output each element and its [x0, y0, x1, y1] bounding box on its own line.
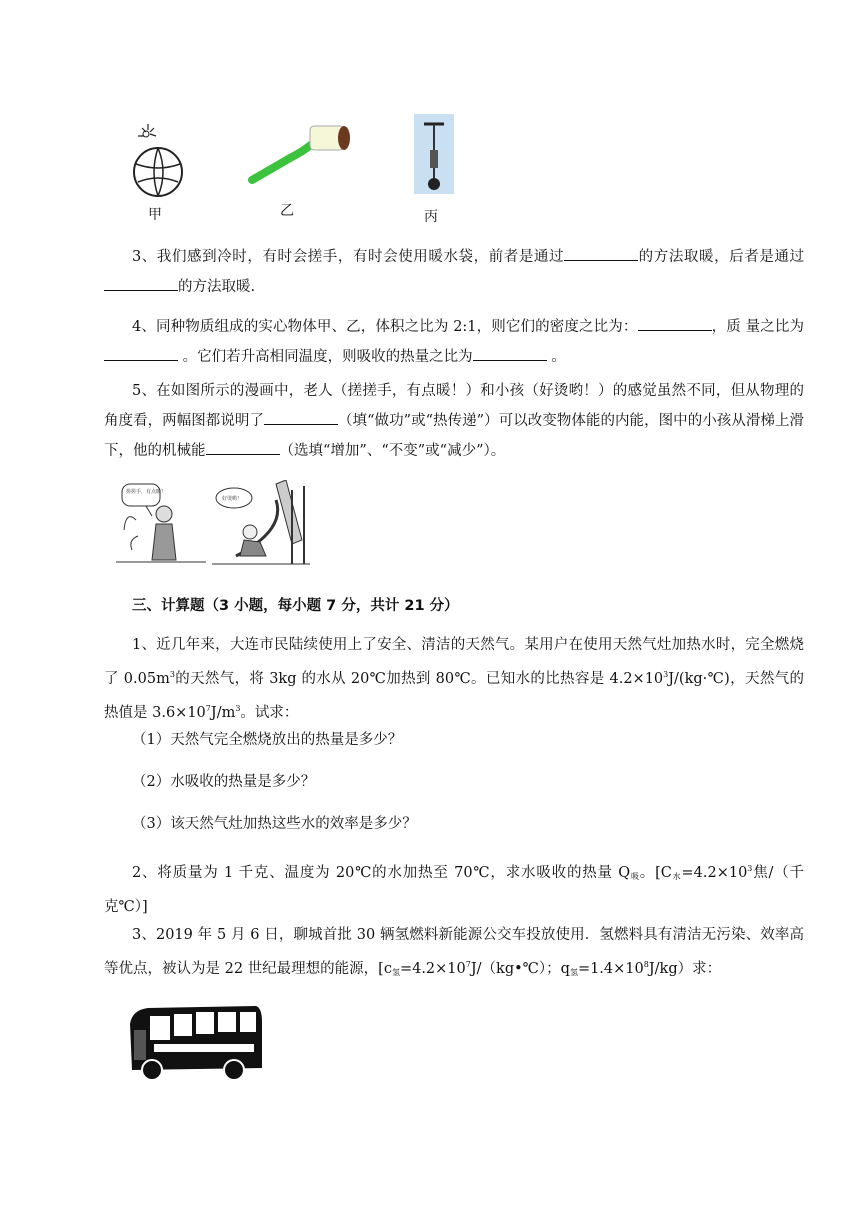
answer-blank[interactable] [473, 346, 547, 361]
question-5: 5、在如图所示的漫画中，老人（搓搓手，有点暖！）和小孩（好烫哟！）的感觉虽然不同，但从物理的角度看，两幅图都说明了 （填“做功”或“热传递”）可以改变物体能的内能，图中的小孩从滑梯上滑下，他的机械能 （选填“增加”、“不变”或“减少”）。 [104, 383, 804, 459]
figure-pump [414, 114, 454, 194]
question-3: 3、我们感到冷时，有时会搓手，有时会使用暖水袋，前者是通过 的方法取暖，后者是通过的方法取暖. [104, 242, 804, 302]
section-heading: 三、计算题（3 小题，每小题 7 分，共计 21 分） [132, 598, 459, 614]
answer-blank[interactable] [104, 346, 178, 361]
label-bing: 丙 [424, 209, 438, 225]
answer-blank[interactable] [206, 440, 280, 455]
answer-blank[interactable] [638, 316, 712, 331]
figure-tube [246, 118, 352, 190]
calc-1-sub-3: （3）该天然气灶加热这些水的效率是多少？ [132, 816, 417, 832]
calc-question-1: 1、近几年来，大连市民陆续使用上了安全、清洁的天然气。某用户在使用天然气灶加热水时，完全燃烧了 $0.05m^3$的天然气，将 3kg 的水从 20℃加热到 80℃。已知水的比热容是 $4.2\times 10^3J/(kg\cdot℃)$，天然气的热值是 $3.6\times 10^7J/m^3$。试求： [104, 637, 804, 721]
figure-basketball [128, 120, 188, 200]
calc-question-3: 3、2019 年 5 月 6 日，聊城首批 30 辆氢燃料新能源公交车投放使用．氢燃料具有清洁无污染、效率高等优点，被认为是 22 世纪最理想的能源，[$c_氢=4.2\times 10^7J/(kg•℃)$；$q_氢=1.4\times 10^8J/kg$）求： [104, 927, 804, 977]
calc-1-sub-2: （2）水吸收的热量是多少？ [132, 774, 316, 790]
question-4: 4、同种物质组成的实心物体甲、乙，体积之比为 2:1，则它们的密度之比为： ，质 量之比为 。它们若升高相同温度，则吸收的热量之比为 。 [104, 312, 804, 372]
answer-blank[interactable] [264, 410, 338, 425]
answer-blank[interactable] [104, 276, 178, 291]
calc-question-2: 2、将质量为 1 千克、温度为 20℃的水加热至 70℃，求水吸收的热量 $Q_吸$。[$C_水=4.2\times 10^3$焦/（千克℃）] [104, 864, 805, 915]
calc-1-sub-1: （1）天然气完全燃烧放出的热量是多少？ [132, 732, 403, 748]
cartoon-bubble-1: 搓搓手，有点暖！ [126, 489, 167, 495]
answer-blank[interactable] [564, 246, 638, 261]
bus-image [124, 1004, 264, 1084]
cartoon-image [116, 480, 310, 570]
label-jia: 甲 [148, 207, 162, 223]
cartoon-bubble-2: 好烫哟！ [222, 496, 243, 502]
label-yi: 乙 [280, 203, 294, 219]
